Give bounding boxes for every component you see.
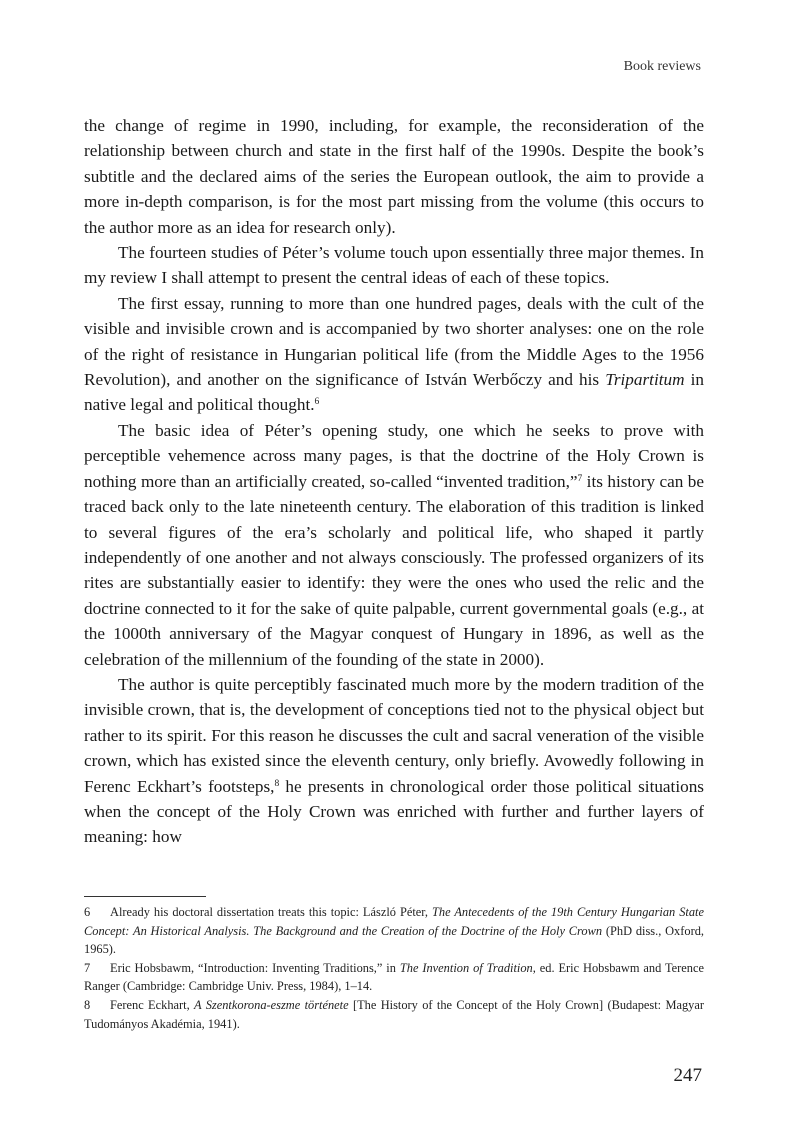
body-text — [84, 113, 704, 850]
footnote-italic: The Antecedents of the 19th Century Hungarian State Concept: An Historical Analysis. The Background and the Creation of the Doctrine of the Holy Crown — [84, 905, 704, 938]
footnote-number: 6 — [84, 905, 91, 919]
paragraph-1 — [84, 113, 704, 240]
page-number: 247 — [673, 1065, 702, 1086]
running-head: Book reviews — [623, 59, 701, 74]
footnote-divider — [84, 896, 206, 897]
footnote-text: Already his doctoral dissertation treats this topic: László Péter, — [110, 905, 432, 919]
paragraph-4-text-end: its history can be traced back only to the late nineteenth century. The elaboration of this tradition is linked to several figures of the era’s scholarly and political life, who shaped it partly independently of one another and not always consciously. The professed organizers of its rites are substantially easier to identify: they were the ones who used the relic and the doctrine connected to it for the sake of quite palpable, current governmental goals (e.g., at the 1000th anniversary of the Magyar conquest of Hungary in 1896, as well as the celebration of the millennium of the founding of the state in 2000). — [84, 471, 705, 669]
footnote-text: Ferenc Eckhart, — [110, 997, 195, 1012]
paragraph-3 — [84, 291, 704, 418]
paragraph-4-text: The basic idea of Péter’s opening study, one which he seeks to prove with perceptible vehemence across many pages, is that the doctrine of the Holy Crown is nothing more than an artificially created, so-called “invented tradition,” — [84, 420, 704, 491]
paragraph-4 — [84, 418, 704, 672]
footnote-ref-8[interactable]: 8 — [274, 778, 280, 789]
paragraph-5 — [84, 672, 704, 850]
paragraph-2-text: The fourteen studies of Péter’s volume touch upon essentially three major themes. In my review I shall attempt to present the central ideas of each of these topics. — [84, 243, 704, 288]
paragraph-3-text-end: in native legal and political thought. — [84, 370, 704, 415]
footnote-ref-6[interactable]: 6 — [314, 397, 320, 408]
footnote-7 — [84, 959, 704, 996]
footnote-8 — [84, 996, 704, 1033]
footnote-6 — [84, 903, 704, 959]
footnote-text-end: [The History of the Concept of the Holy Crown] (Budapest: Magyar Tudományos Akadémia, 1941). — [84, 997, 705, 1031]
paragraph-3-italic: Tripartitum — [605, 370, 685, 390]
paragraph-3-text: The first essay, running to more than one hundred pages, deals with the cult of the visible and invisible crown and is accompanied by two shorter analyses: one on the role of the right of resistance in Hungarian political life (from the Middle Ages to the 1956 Revolution), and another on the significance of István Werbőczy and his — [84, 293, 704, 390]
footnote-number: 8 — [84, 997, 91, 1012]
footnotes — [84, 903, 704, 1033]
paragraph-2 — [84, 240, 704, 291]
paragraph-5-text: The author is quite perceptibly fascinated much more by the modern tradition of the invisible crown, that is, the development of conceptions tied not to the physical object but rather to its spirit. For this reason he discusses the cult and sacral veneration of the visible crown, which has existed since the eleventh century, only briefly. Avowedly following in Ferenc Eckhart’s footsteps, — [84, 674, 704, 796]
footnote-text-end: ed. Eric Hobsbawm and Terence Ranger (Cambridge: Cambridge Univ. Press, 1984), 1–14. — [84, 960, 704, 994]
footnote-italic: A Szentkorona-eszme története — [194, 997, 349, 1012]
paragraph-5-text-end: he presents in chronological order those political situations when the concept of the Holy Crown was enriched with further and further layers of meaning: how — [84, 776, 704, 847]
footnote-italic: The Invention of Tradition, — [399, 960, 536, 975]
footnote-text: Eric Hobsbawm, “Introduction: Inventing Traditions,” in — [110, 960, 400, 975]
paragraph-1-text: the change of regime in 1990, including, for example, the reconsideration of the relationship between church and state in the first half of the 1990s. Despite the book’s subtitle and the declared aims of the series the European outlook, the aim to provide a more in-depth comparison, is for the most part missing from the volume (this occurs to the author more as an idea for research only). — [84, 116, 704, 237]
footnote-ref-7[interactable]: 7 — [577, 473, 583, 484]
footnote-text-end: (PhD diss., Oxford, 1965). — [84, 923, 704, 957]
footnote-number: 7 — [84, 960, 91, 975]
